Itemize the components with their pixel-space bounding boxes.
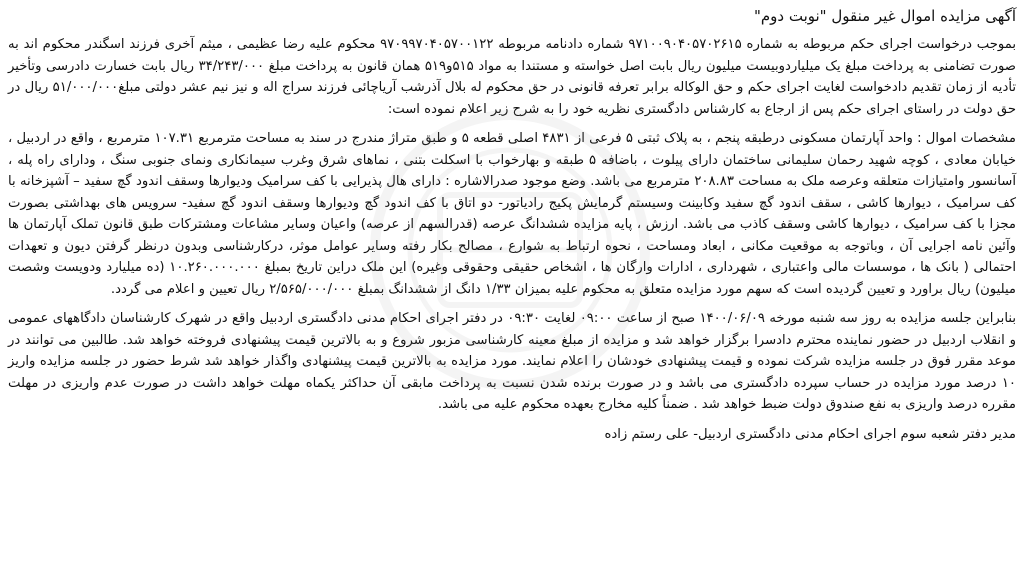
- paragraph-judgment: بموجب درخواست اجرای حکم مربوطه به شماره ۹۷۱۰۰۹۰۴۰۵۷۰۲۶۱۵ شماره دادنامه مربوطه ۹۷۰۹۹۷۰۴۰۵۷۰۰۱۲۲ محکوم علیه رضا عظیمی ، میثم آخری فرزند اسگندر محکوم اند به صورت تضامنی به پرداخت مبلغ یک میلیاردوبیست میلیون ریال بابت اصل خواسته و مستندا به مواد ۵۱۵و۵۱۹ همان قانون به پرداخت مبلغ ۳۴/۲۴۳/۰۰۰ ریال بابت خسارت دادرسی وتأخیر تأدیه از زمان تقدیم دادخواست لغایت اجرای حکم و حق الوکاله برابر تعرفه قانونی در حق محکوم له بلال آذرشب آریاچائی فرزند سراج اله و نیز نیم عشر دولتی مبلغ۵۱/۰۰۰/۰۰۰ ریال در حق دولت در راستای اجرای حکم پس از ارجاع به کارشناس دادگستری نظریه خود را به شرح زیر اعلام نموده است:: [8, 37, 1017, 117]
- signature-line: مدیر دفتر شعبه سوم اجرای احکام مدنی دادگستری اردبیل- علی رستم زاده: [604, 426, 1016, 442]
- paragraph-property-specs: مشخصات اموال : واحد آپارتمان مسکونی درطبقه پنجم ، به پلاک ثبتی ۵ فرعی از ۴۸۳۱ اصلی قطعه ۵ و طبق متراژ مندرج در سند به مساحت مترمربع ۱۰۷.۳۱ مترمربع ، واقع در اردبیل ، خیابان معادی ، کوچه شهید رحمان سلیمانی ساختمان دارای پیلوت ، باضافه ۵ طبقه و بهارخواب با اسکلت بتنی ، نماهای شرق وغرب سیمانکاری ونمای جنوبی سنگ ، ودارای راه پله ، آسانسور وامتیازات متعلقه وعرصه ملک به مساحت ۲۰۸.۸۳ مترمربع می باشد. وضع موجود صدرالاشاره : دارای هال پذیرایی با کف سرامیک ودیوارها وسقف اندود گچ سفید – آشپزخانه با کف سرامیک ، دیوارها کاشی ، سقف اندود گچ سفید وکابینت وسیستم گرمایش پکیج رادیاتور- دو اتاق با کف اندود گچ ودیوارها وسقف اندود گچ سفید- سرویس های بهداشتی بصورت مجزا با کف سرامیک ، دیوارها کاشی وسقف کاذب می باشد. ارزش ، پایه مزایده ششدانگ عرصه (قدرالسهم از عرصه) واعیان وسایر مشاعات ومشترکات طبق قانون تملک آپارتمان ها وآئین نامه اجرایی آن ، وباتوجه به موقعیت مکانی ، ابعاد ومساحت ، نحوه ارتباط به شوارع ، مصالح بکار رفته وسایر عوامل موثر، درکارشناسی وبدون درنظر گرفتن دیون و تعهدات احتمالی ( بانک ها ، موسسات مالی واعتباری ، شهرداری ، ادارات وارگان ها ، اشخاص حقیقی وحقوقی وغیره) این ملک دراین تاریخ بمبلغ ۱۰.۲۶۰.۰۰۰.۰۰۰ (ده میلیارد ودویست وشصت میلیون) ریال براورد و تعیین گردیده است که سهم مورد مزایده متعلق به محکوم علیه بمیزان ۱/۳۳ دانگ از ششدانگ بمبلغ ۲/۵۶۵/۰۰۰/۰۰۰ ریال تعیین و اعلام می گردد.: [8, 131, 1017, 297]
- paragraph-auction-session: بنابراین جلسه مزایده به روز سه شنبه مورخه ۱۴۰۰/۰۶/۰۹ صبح از ساعت ۰۹:۰۰ لغایت ۰۹:۳۰ در دفتر اجرای احکام مدنی دادگستری اردبیل واقع در شهرک کارشناسان دادگاههای عمومی و انقلاب اردبیل در حضور نماینده محترم دادسرا برگزار خواهد شد و مزایده از مبلغ معینه کارشناسی مزبور شروع و به بالاترین قیمت پیشنهادی فروخته خواهد شد. طالبین می توانند در موعد مقرر فوق در جلسه مزایده شرکت نموده و قیمت پیشنهادی خودشان را اعلام نمایند. مورد مزایده به بالاترین قیمت پیشنهادی واگذار خواهد شد شرط حضور در جلسه مزایده واریز ۱۰ درصد مورد مزایده در حساب سپرده دادگستری می باشد و در صورت برنده شدن نسبت به پرداخت مابقی آن حداکثر یکماه مهلت خواهد داشت در صورت عدم واریزی در مهلت مقرره درصد واریزی به نفع صندوق دولت ضبط خواهد شد . ضمناً کلیه مخارج بعهده محکوم علیه می باشد.: [8, 311, 1016, 412]
- notice-title: آگهی مزایده اموال غیر منقول "نوبت دوم": [753, 7, 1016, 25]
